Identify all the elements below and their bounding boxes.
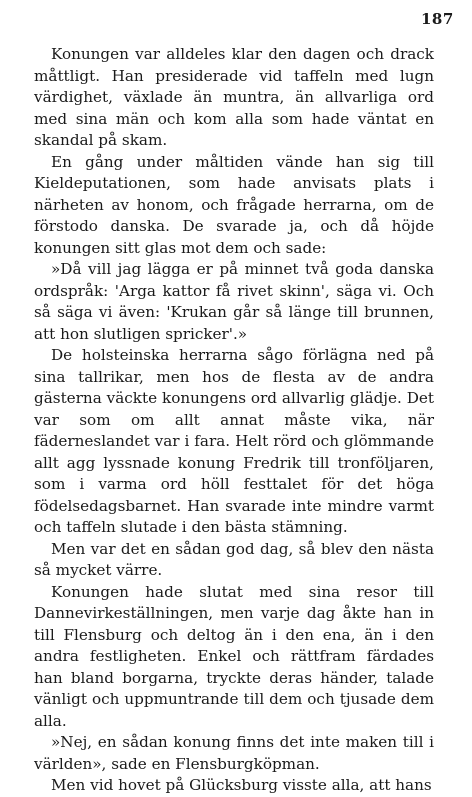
paragraph: De holsteinska herrarna sågo förlägna ned på sina tallrikar, men hos de flesta av de andra gästerna väckte konungens ord allvarlig glädje. Det var som om allt annat måste vika, när fäderneslandet var i fara. Helt rörd och glömmande allt agg lyssnade konung Fredrik till tronföljaren, som i varma ord höll festtalet för det höga födelsedagsbarnet. Han svarade inte mindre varmt och taffeln slutade i den bästa stämning. (34, 346, 434, 536)
paragraph: »Nej, en sådan konung finns det inte maken till i världen», sade en Flensburgköpman. (34, 733, 434, 773)
paragraph: En gång under måltiden vände han sig till Kieldeputationen, som hade anvisats plats i närheten av honom, och frågade herrarna, om de förstodo danska. De svarade ja, och då höjde konungen sitt glas mot dem och sade: (34, 152, 434, 257)
paragraph: Men var det en sådan god dag, så blev den nästa så mycket värre. (34, 539, 434, 579)
page-number: 187 (421, 10, 454, 28)
paragraph: Konungen var alldeles klar den dagen och drack måttligt. Han presiderade vid taffeln med lugn värdighet, växlade än muntra, än allvarliga ord med sina män och kom alla som hade väntat en skandal på skam. (34, 45, 434, 149)
paragraph: Konungen hade slutat med sina resor till Dannevirkeställningen, men varje dag åkte han in till Flensburg och deltog än i den ena, än i den andra festligheten. Enkel och rättfram färdades han bland borgarna, tryckte deras händer, talade vänligt och uppmuntrande till dem och tjusade dem alla. (34, 582, 434, 730)
paragraph: Men vid hovet på Glücksburg visste alla, att hans (51, 776, 432, 794)
body-text (34, 44, 434, 797)
paragraph: »Då vill jag lägga er på minnet två goda danska ordspråk: 'Arga kattor få rivet skinn', säga vi. Och så säga vi även: 'Krukan går så länge till brunnen, att hon slutligen spricker'.» (34, 260, 434, 343)
